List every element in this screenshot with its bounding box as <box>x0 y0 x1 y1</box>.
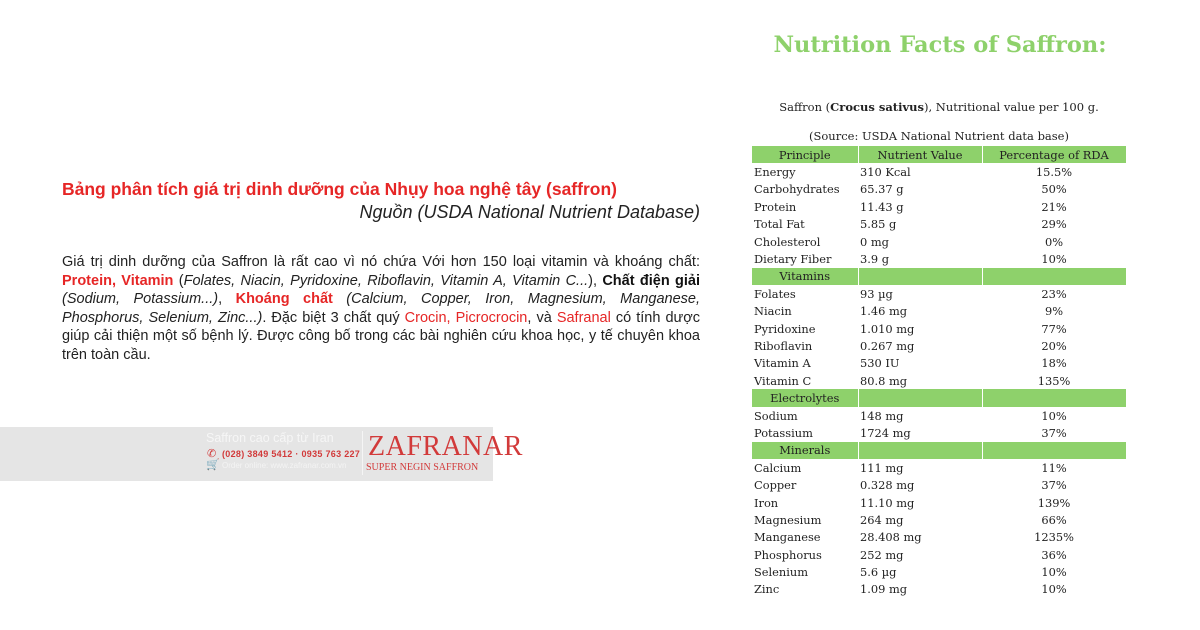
banner-divider <box>362 431 363 475</box>
para-minerals-list: (Calcium, Copper, Iron, Magnesium, Manganese, Phosphorus, Selenium, Zinc...) <box>62 291 700 326</box>
header-nutrient-value: Nutrient Value <box>858 146 982 163</box>
row-nutrient-value: 148 mg <box>860 408 904 423</box>
row-nutrient-value: 1724 mg <box>860 425 911 440</box>
row-principle: Vitamin A <box>754 356 811 371</box>
table-row <box>752 407 1126 424</box>
para-text-4: , <box>218 291 236 307</box>
row-rda: 23% <box>1041 286 1067 301</box>
section-label: Electrolytes <box>752 389 858 406</box>
row-nutrient-value: 252 mg <box>860 547 904 562</box>
row-rda: 29% <box>1041 217 1067 232</box>
row-nutrient-value: 0 mg <box>860 234 889 249</box>
row-rda: 11% <box>1041 460 1067 475</box>
row-rda: 21% <box>1041 199 1067 214</box>
row-principle: Carbohydrates <box>754 182 840 197</box>
row-rda: 1235% <box>1034 530 1074 545</box>
header-rda: Percentage of RDA <box>982 146 1126 163</box>
row-nutrient-value: 3.9 g <box>860 252 890 267</box>
nutrition-title: Nutrition Facts of Saffron: <box>773 32 1107 58</box>
article-paragraph <box>62 253 700 364</box>
row-principle: Protein <box>754 199 797 214</box>
nutrition-subtitle-species: Crocus sativus <box>830 100 924 114</box>
section-empty-cell <box>858 268 982 285</box>
table-row <box>752 581 1126 598</box>
section-header-row <box>752 442 1126 459</box>
para-text-6: , và <box>527 309 557 326</box>
row-nutrient-value: 1.46 mg <box>860 304 908 319</box>
row-principle: Folates <box>754 286 796 301</box>
row-nutrient-value: 11.10 mg <box>860 495 915 510</box>
row-principle: Zinc <box>754 582 780 597</box>
section-header-row <box>752 268 1126 285</box>
cart-icon: 🛒 <box>206 459 220 471</box>
para-text-3: ), <box>588 272 603 289</box>
row-nutrient-value: 93 µg <box>860 286 893 301</box>
nutrition-subtitle-post: ), Nutritional value per 100 g. <box>924 100 1099 114</box>
row-principle: Potassium <box>754 425 813 440</box>
row-rda: 10% <box>1041 582 1067 597</box>
row-rda: 50% <box>1041 182 1067 197</box>
row-principle: Sodium <box>754 408 798 423</box>
table-row <box>752 285 1126 302</box>
banner-phones: (028) 3849 5412 · 0935 763 227 <box>222 449 361 459</box>
article-source: Nguồn (USDA National Nutrient Database) <box>359 202 700 222</box>
row-rda: 9% <box>1044 304 1064 319</box>
row-rda: 20% <box>1041 338 1067 353</box>
table-row <box>752 529 1126 546</box>
row-principle: Energy <box>754 165 796 180</box>
brand-logo: ZAFRANAR <box>368 431 523 462</box>
table-row <box>752 476 1126 493</box>
row-rda: 18% <box>1041 356 1067 371</box>
row-principle: Pyridoxine <box>754 321 816 336</box>
row-nutrient-value: 111 mg <box>860 460 904 475</box>
row-nutrient-value: 264 mg <box>860 512 904 527</box>
para-electrolyte: Chất điện giải <box>602 272 700 289</box>
nutrition-table <box>752 146 1127 598</box>
brand-banner <box>0 427 523 481</box>
row-principle: Copper <box>754 478 797 493</box>
row-principle: Riboflavin <box>754 338 813 353</box>
row-principle: Calcium <box>754 460 802 475</box>
row-rda: 10% <box>1041 408 1067 423</box>
banner-tagline: Saffron cao cấp từ Iran <box>206 431 334 445</box>
para-text-2: ( <box>173 272 184 289</box>
section-empty-cell <box>858 389 982 406</box>
row-nutrient-value: 5.6 µg <box>860 565 897 580</box>
para-text-1: Giá trị dinh dưỡng của Saffron là rất cao vì nó chứa Với hơn 150 loại vitamin và khoáng chất: <box>62 254 700 270</box>
para-protein-vitamin: Protein, Vitamin <box>62 272 174 289</box>
row-principle: Phosphorus <box>754 547 822 562</box>
para-electrolyte-list: (Sodium, Potassium...) <box>62 291 219 307</box>
section-empty-cell <box>982 442 1126 459</box>
section-header-row <box>752 389 1126 406</box>
row-nutrient-value: 28.408 mg <box>860 530 922 545</box>
row-principle: Iron <box>754 495 779 510</box>
table-row <box>752 181 1126 198</box>
phone-icon: ✆ <box>207 448 217 460</box>
table-row <box>752 459 1126 476</box>
row-rda: 139% <box>1037 495 1071 510</box>
table-row <box>752 563 1126 580</box>
row-rda: 10% <box>1041 565 1067 580</box>
row-rda: 15.5% <box>1035 165 1073 180</box>
table-row <box>752 198 1126 215</box>
table-row <box>752 511 1126 528</box>
table-row <box>752 233 1126 250</box>
row-nutrient-value: 65.37 g <box>860 182 904 197</box>
table-row <box>752 372 1126 389</box>
table-row <box>752 320 1126 337</box>
nutrition-subtitle-pre: Saffron ( <box>779 100 831 114</box>
nutrition-source: (Source: USDA National Nutrient data base) <box>809 129 1069 143</box>
table-row <box>752 546 1126 563</box>
nutrition-table-body <box>752 163 1126 598</box>
section-empty-cell <box>858 442 982 459</box>
section-empty-cell <box>982 389 1126 406</box>
row-principle: Total Fat <box>754 217 805 232</box>
para-minerals: Khoáng chất <box>235 291 333 307</box>
section-empty-cell <box>982 268 1126 285</box>
table-row <box>752 494 1126 511</box>
row-principle: Dietary Fiber <box>754 252 832 267</box>
section-label: Vitamins <box>752 268 858 285</box>
table-header-row <box>752 146 1126 163</box>
para-vitamin-list: Folates, Niacin, Pyridoxine, Riboflavin, Vitamin A, Vitamin C... <box>183 272 589 289</box>
article-title: Bảng phân tích giá trị dinh dưỡng của Nhụy hoa nghệ tây (saffron) <box>62 179 617 199</box>
article-heading <box>62 178 700 224</box>
row-nutrient-value: 11.43 g <box>860 199 904 214</box>
row-principle: Niacin <box>754 304 792 319</box>
row-rda: 77% <box>1041 321 1067 336</box>
para-safranal: Safranal <box>556 309 611 326</box>
row-principle: Cholesterol <box>754 234 821 249</box>
row-rda: 66% <box>1041 512 1067 527</box>
row-rda: 37% <box>1041 478 1067 493</box>
row-rda: 135% <box>1037 373 1071 388</box>
row-nutrient-value: 310 Kcal <box>860 165 911 180</box>
brand-logo-subtitle: SUPER NEGIN SAFFRON <box>366 462 479 473</box>
para-crocin: Crocin, Picrocrocin <box>404 309 528 326</box>
row-nutrient-value: 5.85 g <box>860 217 897 232</box>
row-principle: Magnesium <box>754 512 822 527</box>
row-rda: 0% <box>1044 234 1064 249</box>
row-nutrient-value: 1.010 mg <box>860 321 915 336</box>
row-nutrient-value: 530 IU <box>860 356 900 371</box>
row-principle: Manganese <box>754 530 821 545</box>
row-nutrient-value: 80.8 mg <box>860 373 908 388</box>
row-principle: Vitamin C <box>754 373 812 388</box>
table-row <box>752 216 1126 233</box>
row-nutrient-value: 0.267 mg <box>860 338 915 353</box>
row-nutrient-value: 0.328 mg <box>860 478 915 493</box>
para-text-7: có tính dược giúp cải thiện một số bệnh lý. Được công bố trong các bài nghiên cứu khoa học, y tế chuyên khoa trên toàn cầu. <box>62 309 701 363</box>
para-text-5: . Đặc biệt 3 chất quý <box>262 309 405 326</box>
row-nutrient-value: 1.09 mg <box>860 582 908 597</box>
table-row <box>752 424 1126 441</box>
nutrition-subtitle <box>752 100 1126 114</box>
row-rda: 10% <box>1041 252 1067 267</box>
header-principle: Principle <box>752 146 858 163</box>
table-row <box>752 303 1126 320</box>
table-row <box>752 163 1126 180</box>
row-rda: 36% <box>1041 547 1067 562</box>
table-row <box>752 250 1126 267</box>
row-principle: Selenium <box>754 565 809 580</box>
table-row <box>752 355 1126 372</box>
row-rda: 37% <box>1041 425 1067 440</box>
table-row <box>752 337 1126 354</box>
section-label: Minerals <box>752 442 858 459</box>
banner-online: Order online: www.zafranar.com.vn <box>222 461 347 470</box>
